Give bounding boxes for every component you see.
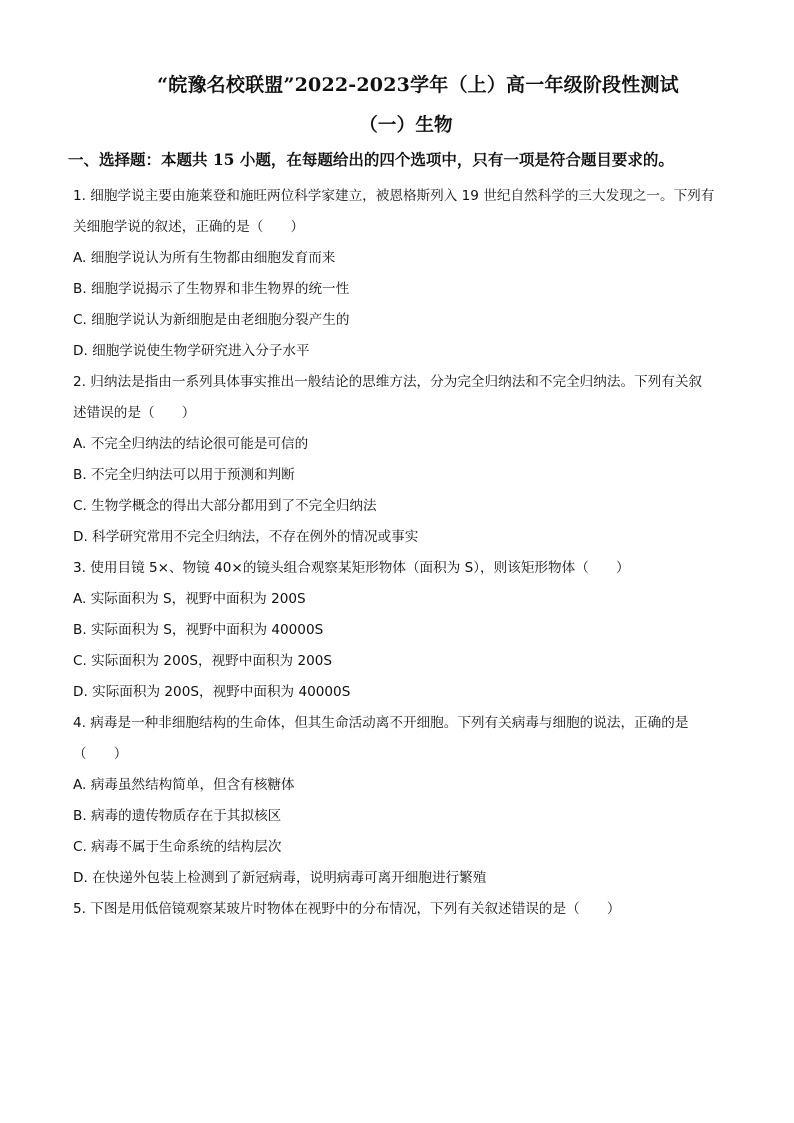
question-3-stem-line-1: 3. 使用目镜 5×、物镜 40×的镜头组合观察某矩形物体（面积为 S），则该矩形物体（ ） [73, 560, 630, 576]
question-1-option-a: A. 细胞学说认为所有生物都由细胞发育而来 [73, 250, 336, 266]
question-4-stem-line-2: （ ） [73, 746, 128, 762]
question-4-option-c: C. 病毒不属于生命系统的结构层次 [73, 839, 282, 855]
section-heading: 一、选择题：本题共 15 小题，在每题给出的四个选项中，只有一项是符合题目要求的。 [68, 150, 674, 169]
question-4-option-a: A. 病毒虽然结构简单，但含有核糖体 [73, 777, 295, 793]
question-4-option-b: B. 病毒的遗传物质存在于其拟核区 [73, 808, 282, 824]
question-5-stem-line-1: 5. 下图是用低倍镜观察某玻片时物体在视野中的分布情况，下列有关叙述错误的是（ ） [73, 901, 621, 917]
question-1-option-d: D. 细胞学说使生物学研究进入分子水平 [73, 343, 310, 359]
question-1-stem-line-1: 1. 细胞学说主要由施莱登和施旺两位科学家建立，被恩格斯列入 19 世纪自然科学的三大发现之一。下列有 [73, 188, 715, 204]
exam-subject-title: （一）生物 [359, 115, 453, 136]
question-2-option-c: C. 生物学概念的得出大部分都用到了不完全归纳法 [73, 498, 377, 514]
question-2-stem-line-2: 述错误的是（ ） [73, 405, 196, 421]
question-4-stem-line-1: 4. 病毒是一种非细胞结构的生命体，但其生命活动离不开细胞。下列有关病毒与细胞的说法，正确的是 [73, 715, 689, 731]
question-2-option-b: B. 不完全归纳法可以用于预测和判断 [73, 467, 295, 483]
question-1-stem-line-2: 关细胞学说的叙述，正确的是（ ） [73, 219, 305, 235]
question-3-option-c: C. 实际面积为 200S，视野中面积为 200S [73, 653, 333, 669]
question-2-option-a: A. 不完全归纳法的结论很可能是可信的 [73, 436, 309, 452]
question-3-option-b: B. 实际面积为 S，视野中面积为 40000S [73, 622, 324, 638]
question-3-option-d: D. 实际面积为 200S，视野中面积为 40000S [73, 684, 351, 700]
question-2-stem-line-1: 2. 归纳法是指由一系列具体事实推出一般结论的思维方法，分为完全归纳法和不完全归纳法。下列有关叙 [73, 374, 703, 390]
question-1-option-b: B. 细胞学说揭示了生物界和非生物界的统一性 [73, 281, 350, 297]
question-1-option-c: C. 细胞学说认为新细胞是由老细胞分裂产生的 [73, 312, 350, 328]
question-2-option-d: D. 科学研究常用不完全归纳法，不存在例外的情况或事实 [73, 529, 419, 545]
exam-title: “皖豫名校联盟”2022-2023学年（上）高一年级阶段性测试 [157, 74, 679, 96]
question-4-option-d: D. 在快递外包装上检测到了新冠病毒，说明病毒可离开细胞进行繁殖 [73, 870, 487, 886]
question-3-option-a: A. 实际面积为 S，视野中面积为 200S [73, 591, 306, 607]
